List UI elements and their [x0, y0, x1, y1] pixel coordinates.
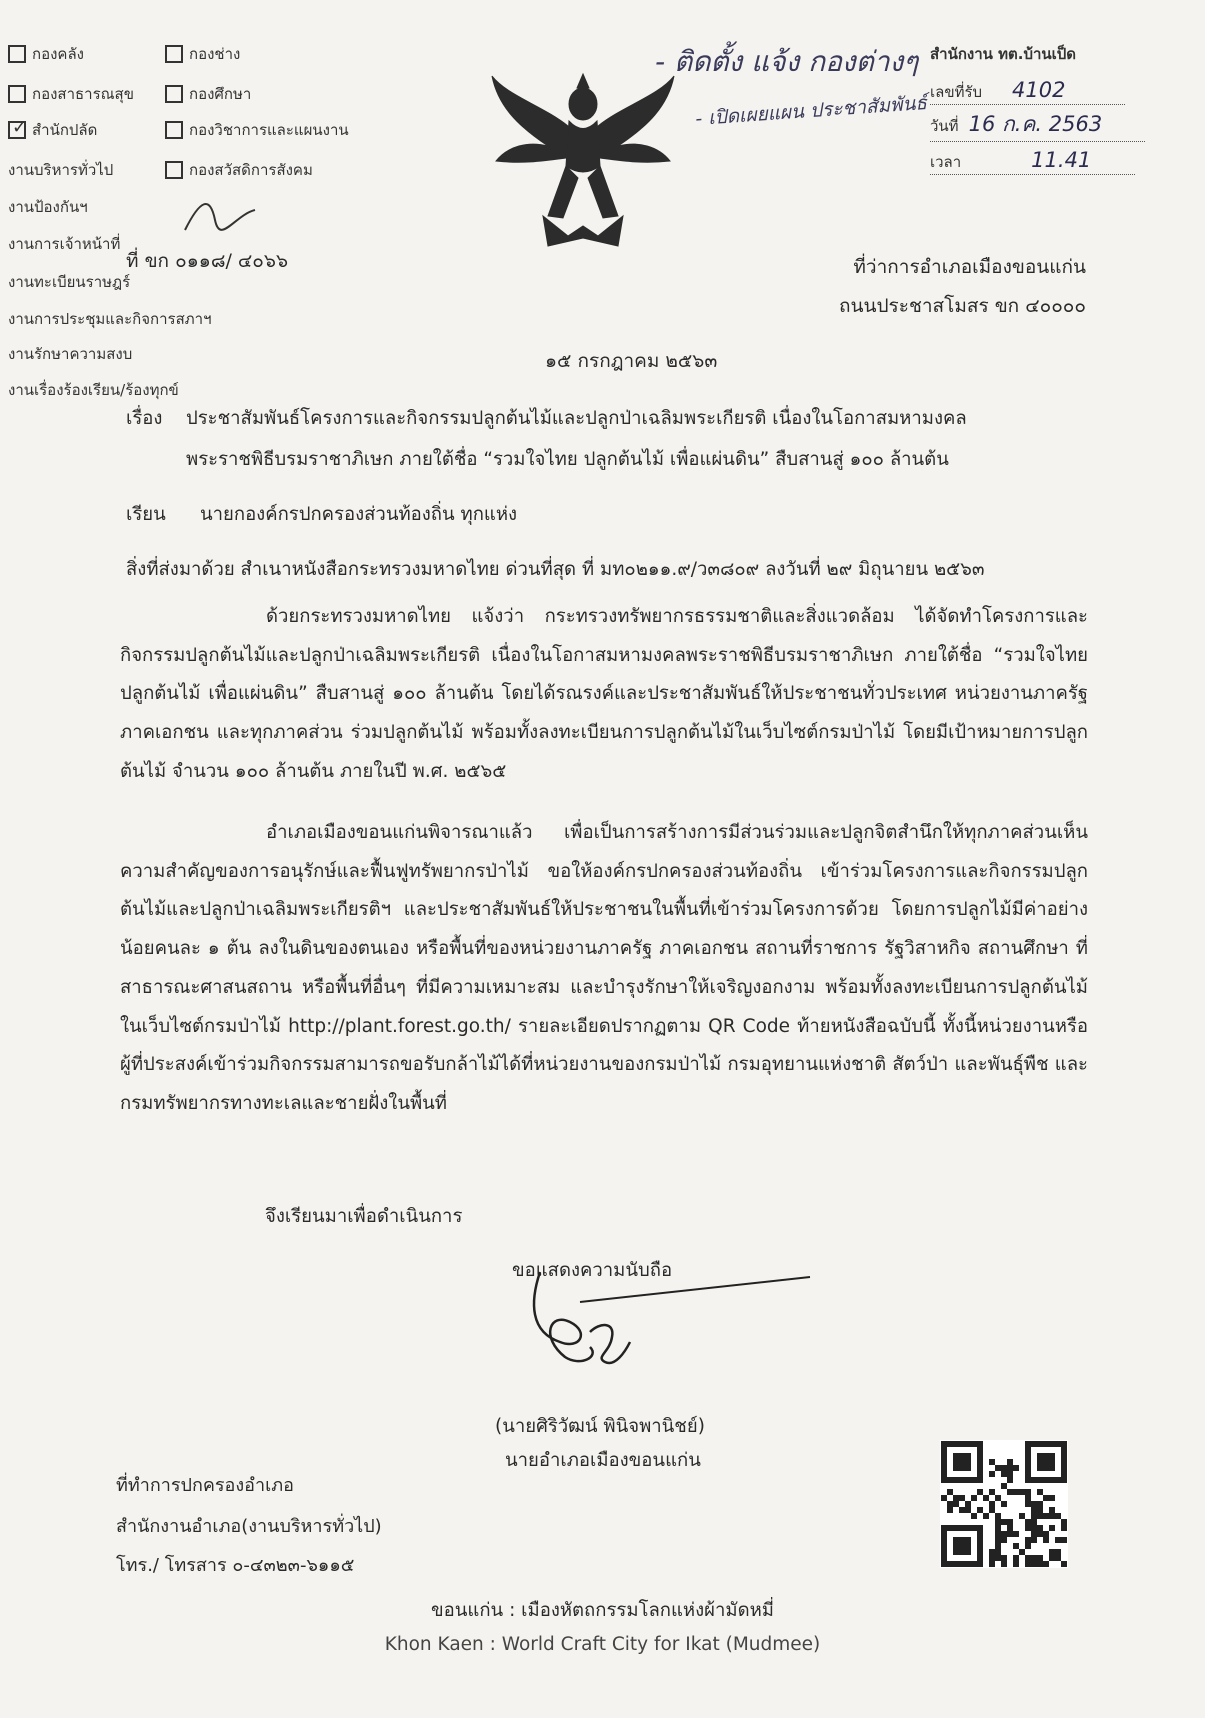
qr-module [1001, 1501, 1007, 1507]
qr-module [1013, 1561, 1019, 1567]
qr-module [977, 1477, 983, 1483]
body-paragraph-1: ด้วยกระทรวงมหาดไทย แจ้งว่า กระทรวงทรัพยากรธรรมชาติและสิ่งแวดล้อม ได้จัดทำโครงการและกิจกรรมปลูกต้นไม้และปลูกป่าเฉลิมพระเกียรติ เนื่องในโอกาสมหามงคลพระราชพิธีบรมราชาภิเษก ภายใต้ชื่อ “รวมใจไทย ปลูกต้นไม้ เพื่อแผ่นดิน” สืบสานสู่ ๑๐๐ ล้านต้น โดยได้รณรงค์และประชาสัมพันธ์ให้ประชาชนทั่วประเทศ หน่วยงานภาครัฐ ภาคเอกชน และทุกภาคส่วน ร่วมปลูกต้นไม้ พร้อมทั้งลงทะเบียนการปลูกต้นไม้ในเว็บไซต์กรมป่าไม้ โดยมีเป้าหมายการปลูกต้นไม้ จำนวน ๑๐๐ ล้านต้น ภายในปี พ.ศ. ๒๕๖๕ [120, 606, 1088, 782]
body-paragraph-2: อำเภอเมืองขอนแก่นพิจารณาแล้ว เพื่อเป็นการสร้างการมีส่วนร่วมและปลูกจิตสำนึกให้ทุกภาคส่วนเห็นความสำคัญของการอนุรักษ์และฟื้นฟูทรัพยากรป่าไม้ ขอให้องค์กรปกครองส่วนท้องถิ่น เข้าร่วมโครงการและกิจกรรมปลูกต้นไม้และปลูกป่าเฉลิมพระเกียรติฯ และประชาสัมพันธ์ให้ประชาชนในพื้นที่เข้าร่วมโครงการด้วย โดยการปลูกไม้มีค่าอย่างน้อยคนละ ๑ ต้น ลงในดินของตนเอง หรือพื้นที่ของหน่วยงานภาครัฐ ภาคเอกชน สถานที่ราชการ รัฐวิสาหกิจ สถานศึกษา ที่สาธารณะศาสนสถาน หรือพื้นที่อื่นๆ ที่มีความเหมาะสม และบำรุงรักษาให้เจริญงอกงาม พร้อมทั้งลงทะเบียนการปลูกต้นไม้ ในเว็บไซต์กรมป่าไม้ http://plant.forest.go.th/ รายละเอียดปรากฏตาม QR Code ท้ายหนังสือฉบับนี้ ทั้งนี้หน่วยงานหรือผู้ที่ประสงค์เข้าร่วมกิจกรรมสามารถขอรับกล้าไม้ได้ที่หน่วยงานของกรมป่าไม้ กรมอุทยานแห่งชาติ สัตว์ป่า และพันธุ์พืช และกรมทรัพยากรทางทะเลและชายฝั่งในพื้นที่ [120, 822, 1088, 1114]
qr-module [989, 1561, 995, 1567]
qr-module [1001, 1561, 1007, 1567]
qr-module [1061, 1477, 1067, 1483]
route-item-education[interactable]: กองศึกษา [165, 82, 251, 106]
handwritten-note-top: - ติดตั้ง แจ้ง กองต่างๆ [655, 45, 919, 78]
qr-module [1043, 1561, 1049, 1567]
stamp-time-label: เวลา [930, 153, 962, 171]
qr-module [1007, 1477, 1013, 1483]
checkbox[interactable] [8, 45, 26, 63]
initials-scribble [180, 190, 260, 240]
qr-module [1013, 1531, 1019, 1537]
footer-office-2: สำนักงานอำเภอ(งานบริหารทั่วไป) [116, 1516, 382, 1537]
qr-module [1049, 1495, 1055, 1501]
stamp-office: สำนักงาน ทต.บ้านเป็ด [930, 45, 1077, 63]
sender-address-line2: ถนนประชาสโมสร ขก ๔๐๐๐๐ [839, 295, 1086, 317]
stamp-date: 16 ก.ค. 2563 [968, 112, 1103, 136]
qr-module [971, 1495, 977, 1501]
footer-phone: โทร./ โทรสาร ๐-๔๓๒๓-๖๑๑๕ [116, 1555, 355, 1576]
checkbox[interactable] [8, 85, 26, 103]
checkbox[interactable] [165, 85, 183, 103]
stamp-date-label: วันที่ [930, 117, 959, 135]
stamp-number-label: เลขที่รับ [930, 83, 983, 101]
stamp-date-row [930, 108, 1145, 142]
sender-address-line1: ที่ว่าการอำเภอเมืองขอนแก่น [853, 256, 1086, 278]
stamp-time-row [930, 148, 1135, 175]
qr-module [1049, 1525, 1055, 1531]
subject-line1: ประชาสัมพันธ์โครงการและกิจกรรมปลูกต้นไม้และปลูกป่าเฉลิมพระเกียรติ เนื่องในโอกาสมหามงคล [186, 408, 967, 429]
qr-module [1049, 1465, 1055, 1471]
qr-module [983, 1513, 989, 1519]
route-item-welfare[interactable]: กองสวัสดิการสังคม [165, 158, 313, 182]
handwritten-note-second: - เปิดเผยแผน ประชาสัมพันธ์ [694, 91, 928, 131]
garuda-emblem [488, 66, 678, 252]
qr-module [989, 1471, 995, 1477]
checkbox[interactable] [165, 121, 183, 139]
letter-date: ๑๕ กรกฎาคม ๒๕๖๓ [545, 350, 718, 372]
signer-title: นายอำเภอเมืองขอนแก่น [505, 1450, 701, 1471]
slogan-thai: ขอนแก่น : เมืองหัตถกรรมโลกแห่งผ้ามัดหมี่ [431, 1600, 774, 1621]
route-extra-1: งานการเจ้าหน้าที่ [8, 235, 121, 253]
qr-module [971, 1513, 977, 1519]
stamp-time: 11.41 [1031, 148, 1092, 172]
to-label: เรียน [126, 504, 166, 525]
route-item-engineering[interactable]: กองช่าง [165, 42, 240, 66]
route-item-general-admin: งานบริหารทั่วไป [8, 161, 114, 179]
subject-line2: พระราชพิธีบรมราชาภิเษก ภายใต้ชื่อ “รวมใจไทย ปลูกต้นไม้ เพื่อแผ่นดิน” สืบสานสู่ ๑๐๐ ล้านต้น [186, 449, 949, 470]
to-recipient: นายกองค์กรปกครองส่วนท้องถิ่น ทุกแห่ง [200, 504, 518, 525]
route-extra-3: งานการประชุมและกิจการสภาฯ [8, 310, 212, 328]
check-mark-icon: ✓ [12, 117, 28, 138]
qr-module [965, 1549, 971, 1555]
qr-module [1061, 1537, 1067, 1543]
qr-module [1043, 1537, 1049, 1543]
route-extra-5: งานเรื่องร้องเรียน/ร้องทุกข์ [8, 381, 179, 399]
qr-module [1025, 1543, 1031, 1549]
qr-module [947, 1507, 953, 1513]
route-item-planning[interactable]: กองวิชาการและแผนงาน [165, 118, 349, 142]
attachment-line: สิ่งที่ส่งมาด้วย สำเนาหนังสือกระทรวงมหาดไทย ด่วนที่สุด ที่ มท๐๒๑๑.๙/ว๓๘๐๙ ลงวันที่ ๒๙ มิถุนายน ๒๕๖๓ [126, 559, 985, 580]
stamp-number: 4102 [1012, 78, 1066, 102]
qr-module [1013, 1465, 1019, 1471]
footer-office-1: ที่ทำการปกครองอำเภอ [116, 1475, 294, 1496]
route-item-finance[interactable]: กองคลัง [8, 42, 84, 66]
route-extra-2: งานทะเบียนราษฎร์ [8, 273, 131, 291]
route-item-health[interactable]: กองสาธารณสุข [8, 82, 134, 106]
qr-code[interactable] [940, 1440, 1068, 1568]
slogan-english: Khon Kaen : World Craft City for Ikat (Mudmee) [384, 1634, 821, 1655]
qr-module [977, 1561, 983, 1567]
route-item-clerk[interactable]: ✓ สำนักปลัด [8, 118, 97, 142]
reference-number: ที่ ขก ๐๑๑๘/ ๔๐๖๖ [126, 250, 289, 272]
signature [520, 1262, 820, 1372]
qr-module [1001, 1537, 1007, 1543]
subject-label: เรื่อง [126, 408, 163, 429]
route-extra-0: งานป้องกันฯ [8, 198, 88, 216]
qr-module [1061, 1561, 1067, 1567]
qr-module [1061, 1525, 1067, 1531]
qr-module [965, 1465, 971, 1471]
closing-line: จึงเรียนมาเพื่อดำเนินการ [265, 1206, 463, 1227]
signer-name: (นายศิริวัฒน์ พินิจพานิชย์) [495, 1416, 705, 1437]
route-extra-4: งานรักษาความสงบ [8, 345, 133, 363]
checkbox[interactable] [165, 161, 183, 179]
checkbox-checked[interactable] [8, 117, 28, 139]
qr-module [1031, 1537, 1037, 1543]
checkbox[interactable] [165, 45, 183, 63]
stamp-number-row [930, 78, 1125, 105]
regards-line: ขอแสดงความนับถือ [512, 1260, 673, 1281]
